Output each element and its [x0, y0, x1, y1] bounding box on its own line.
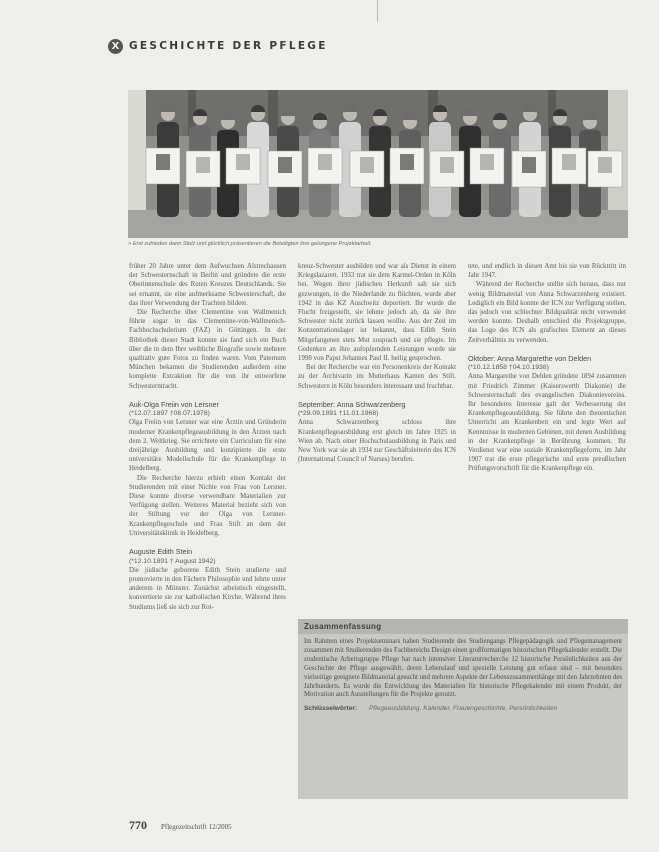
bio-heading: [468, 354, 626, 373]
bio-dates: (*12.07.1897 †08.07.1978): [129, 410, 210, 418]
calendar-portrait: [562, 154, 576, 170]
section-x-icon: X: [108, 39, 123, 54]
scan-edge-line: [377, 0, 378, 22]
keywords-line: [304, 705, 622, 714]
calendar-portrait: [236, 154, 250, 170]
paragraph: Olga Freiin von Lersner war eine Ärztin und Gründerin moderner Krankenpflegeausbildung in den Ärzten nach dem 2. Weltkrieg. Sie errichtete ein Curriculum für eine dreijährige Ausbildung und konzipierte die erste universitäre Modellschule für die Krankenpflege in Heidelberg.: [129, 419, 286, 473]
paragraph: Die Recherche über Clementine von Wallmenich führte sogar in das Clementine-von-Wallmenich-Fachhochschulerium (FAZ) in Göttingen. In der Bibliothek dieser Stadt konnte sie fand sich ein Buch über die in dem Ihre weibliche Biografie sowie mehrere qualitativ gute Fotos zu finden waren. Vom Paternum München bekamen die Studierenden außerdem eine komplette Extraktion für die von ihr entworfene Schwesterntracht.: [129, 309, 286, 390]
calendar-portrait: [522, 157, 536, 173]
bio-name: Auk-Olga Freiin von Lersner: [129, 399, 219, 409]
paragraph: Anna Schwarzenberg schloss ihre Krankenpflegeausbildung erst gleich im Jahre 1925 in Wien ab. Nach einer Hochschulausbildung in Paris und New York war sie ab 1934 zur Geschäftsleiterin des ICN (International Council of Nurses) berufen.: [298, 419, 456, 464]
bio-name: Oktober: Anna Margarethe von Delden: [468, 353, 592, 363]
group-photo-image: [128, 90, 628, 238]
paragraph: Die jüdische geborene Edith Stein studierte und promovierte in den Fächern Philosophie und lehrte unter anderem in Münster. Zunächst atheistisch eingestellt, konvertierte sie zur katholischen Kirche. Während ihres Studiums ließ sie sich zur Rot-: [129, 566, 286, 611]
summary-heading: Zusammenfassung: [298, 619, 628, 634]
section-title: GESCHICHTE DER PFLEGE: [129, 40, 328, 52]
calendar-portrait: [196, 157, 210, 173]
column-2: [298, 262, 456, 464]
summary-body: [298, 634, 628, 714]
bio-name: September: Anna Schwarzenberg: [298, 399, 406, 409]
paragraph: früher 20 Jahre unter dem Aufwuchsen Alstrechausen der Schwesternschaft in Berlin und gründete die erste Oberinnenschule des Roten Kreuzes Deutschlands. Sie sei ernannt, sie eine aufmerksame Schwesterschaft, die das ihrer Verwendung der Trachten bildete.: [129, 263, 286, 307]
group-photo: [128, 90, 628, 238]
keywords-label: Schlüsselwörter:: [304, 705, 358, 713]
bio-heading: [298, 400, 456, 419]
paragraph: Anna Margarethe von Delden gründete 1894 zusammen mit Friedrich Zimmer (Kaiserswerth Diakonie) die Schwesternschaft des evangelischen Diakonievereins. Ihr besonderes Interesse galt der Verbesserung der Krankenpflegeausbildung. Sie führte den theoretischen Unterricht am Krankenbett ein und legte Wert auf Kenntnisse in modernen Gebieten, mit denen Ausbildung in der Krankenpflege in Berührung kommen. Ihr Verdienst war eine soziale Krankenpflegeform, im Jahr 1907 trat die erste pflegerische und erste preußischen Prüfungsvorschrift für die Krankenpflege ein.: [468, 373, 626, 473]
summary-box: [298, 619, 628, 799]
bio-dates: (*12.10.1891 † August 1942): [129, 557, 216, 565]
column-1: [129, 262, 286, 612]
photo-caption: > Erst zufrieden dann Stolz und glücklich präsentieren die Beteiligten ihre gelungene Projektarbeit.: [128, 241, 372, 247]
page-footer: [129, 818, 232, 833]
bio-name: Auguste Edith Stein: [129, 547, 193, 557]
calendar-portrait: [360, 157, 374, 173]
bio-dates: (*29.09.1891 †11.01.1968): [298, 410, 379, 418]
calendar-portrait: [440, 157, 454, 173]
paragraph: Während der Recherche stellte sich heraus, dass nur wenig Bildmaterial von Anna Schwarzenberg existiert. Lediglich ein Bild konnte der ICN zur Verfügung stellen, das jedoch von schlechter Bildqualität nicht verwendet werden konnte. Deshalb entschied die Projektgruppe, das Logo des ICN als grafisches Element an dieses Zeitverhältnis zu verwenden.: [468, 281, 626, 344]
calendar-portrait: [480, 154, 494, 170]
summary-text: Im Rahmen eines Projektseminars haben Studierende des Studiengangs Pflegepädagogik und Pflegemanagement zusammen mit Studierenden des Fachbereichs Design einen großformatigen historischen Pflegekalender erstellt. Die studentische Arbeitsgruppe Pflege hat nach intensiver Literaturrecherche 12 historische Persönlichkeiten aus der Geschichte der Pflege ausgewählt, deren Lebenslauf und spezielle Leistung gut erfasst sind – mit besonders vielseitige geeignete Bildmaterial gesucht und mehrere Aspekte der Lebenszusammenhänge mit den Jahrzehnten des Jahrhunderts. Es wurde die Entwicklung des Materialien für historische Pflegekalender mit einem Produkt, der Motivation auch Ausstellungen für die Projekte genutzt.: [304, 638, 622, 699]
column-3: [468, 262, 626, 474]
page-number: 770: [129, 818, 147, 832]
paragraph: kreuz-Schwester ausbilden und war als Dienst in einem Kriegslazarett. 1933 trat sie dem Karmel-Orden in Köln bei. Wegen ihrer jüdischen Herkunft sah sie sich gezwungen, in die Niederlande zu flüchten, wurde aber 1942 in das KZ Auschwitz deportiert. Ihr wurde die Flucht freigestellt, sie lehnte jedoch ab, da sie ihre Schwester nicht zurück lassen wollte. Aus der Zeit im Konzentrationslager ist bekannt, dass Edith Stein Mitgefangenen stets Mut zusprach und sie pflegte. Im Gedenken an ihre aufopfernden Leistungen wurde sie 1998 von Papst Johannes Paul II. heilig gesprochen.: [298, 263, 456, 363]
paragraph: Bei der Recherche war ein Personenkreis der Kontakt zu der Archivarin im Mutterhaus Kamen des Stift. Schwestern in Köln besonders interessant und fruchtbar.: [298, 364, 456, 390]
calendar-portrait: [400, 154, 414, 170]
calendar-portrait: [598, 157, 612, 173]
bio-heading: [129, 547, 286, 566]
keywords-list: Pflegeausbildung, Kalender, Frauengeschichte, Persönlichkeiten: [368, 705, 558, 713]
journal-name: Pflegezeitschrift 12/2005: [161, 823, 232, 831]
calendar-portrait: [278, 157, 292, 173]
section-header: [108, 38, 328, 54]
calendar-portrait: [156, 154, 170, 170]
paragraph: Die Recherche hierzu erhielt einen Kontakt der Studierenden mit einer Nichte von Frau von Lersner. Diese konnte diverse verwendbare Materialien zur Verfügung stellen. Weiteres Material bezieht sich von der Stiftung vor der Olga von Lersner-Krankenpflegeschule und Frau Stift an dem der Universitätsklinik in Heidelberg.: [129, 474, 286, 537]
bio-heading: [129, 400, 286, 419]
paragraph: tete, und endlich in diesen Amt bis sie von Rücktritt im Jahr 1947.: [468, 263, 626, 280]
calendar-portrait: [318, 154, 332, 170]
bio-dates: (*10.12.1858 †04.10.1938): [468, 364, 549, 372]
